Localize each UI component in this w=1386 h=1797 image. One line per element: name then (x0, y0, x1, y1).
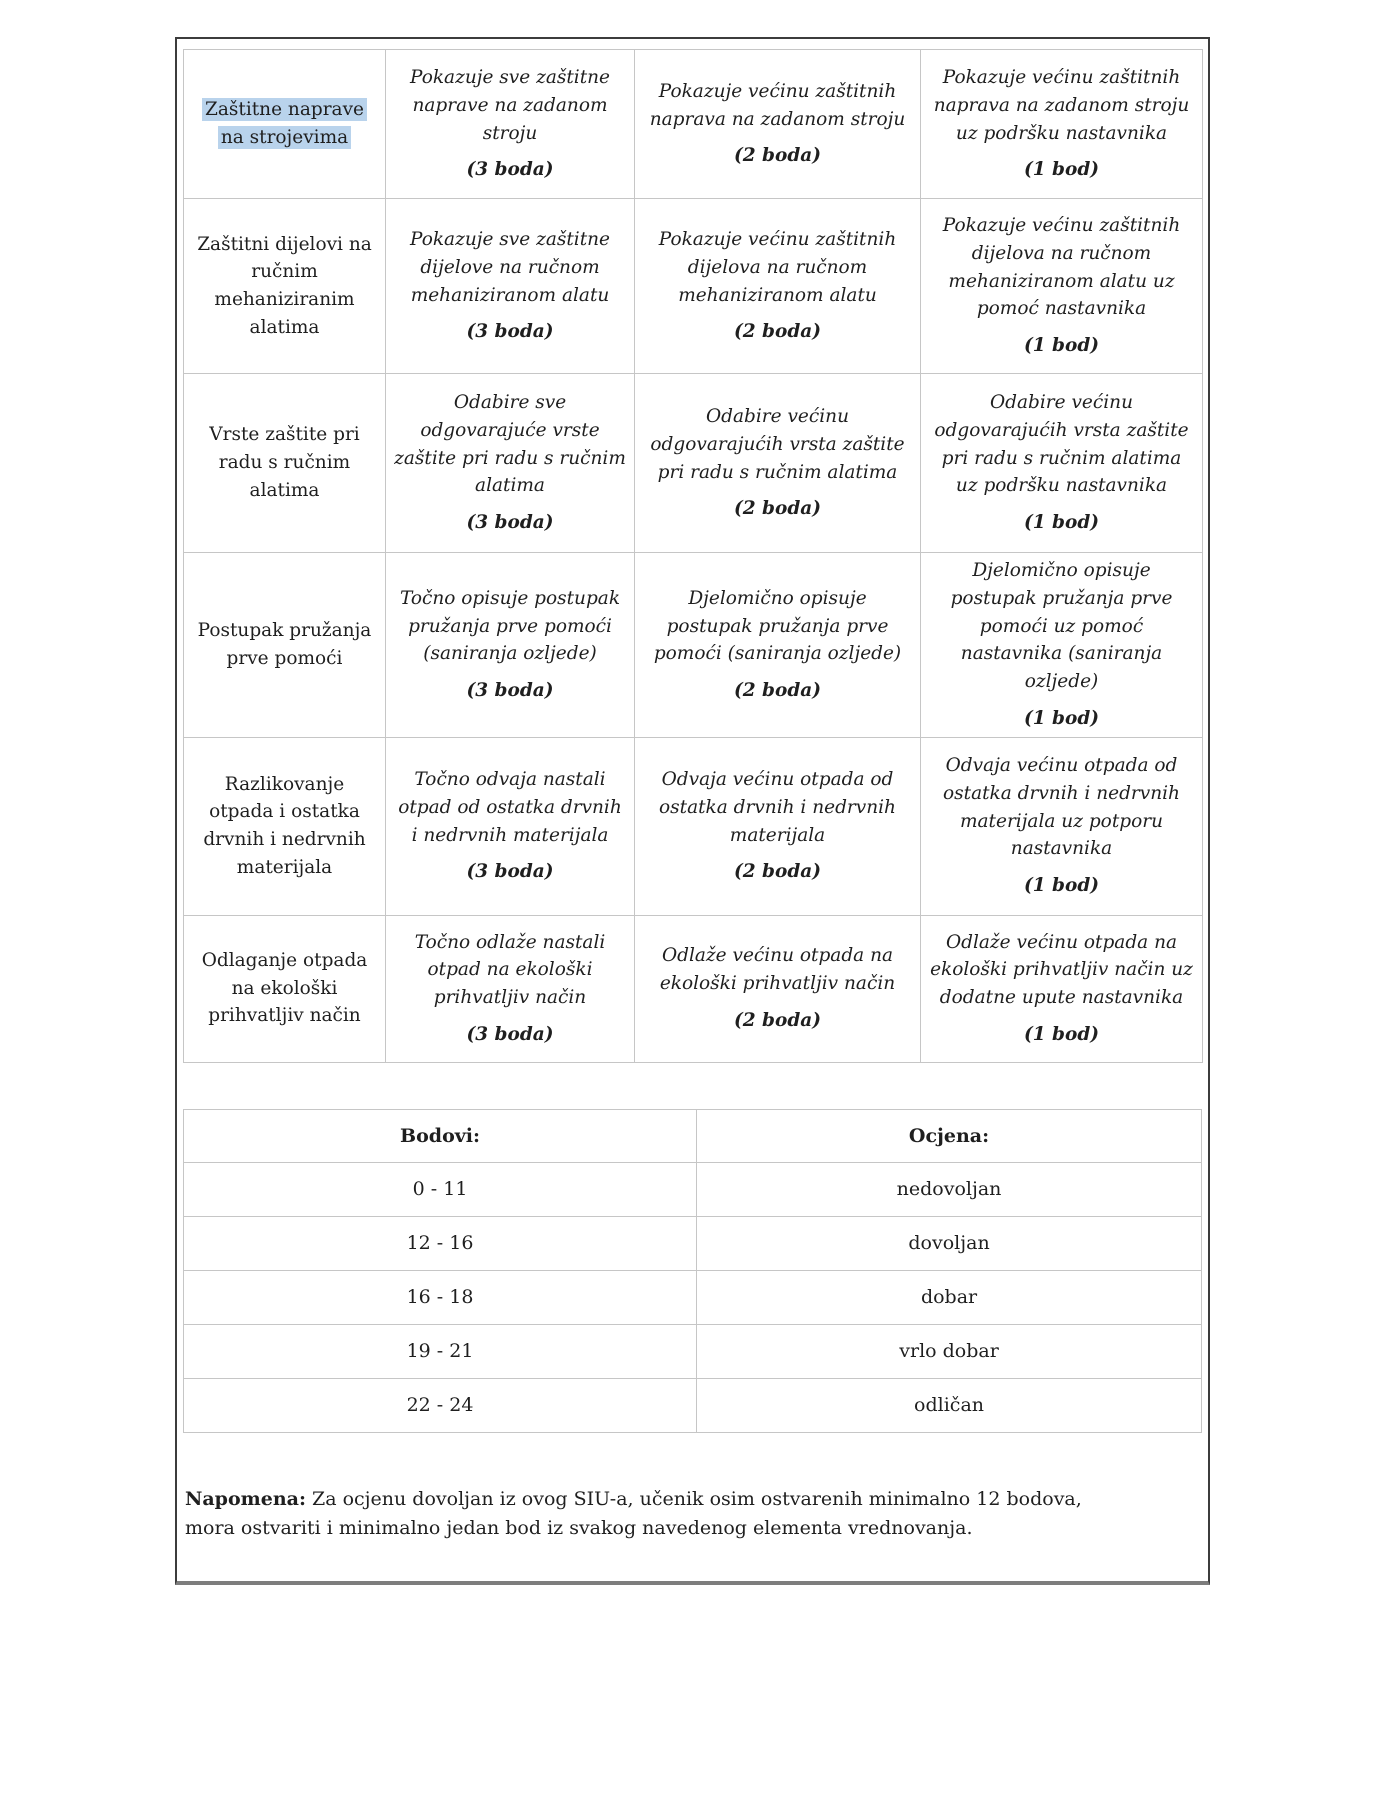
level-cell (386, 374, 635, 553)
level-cell (921, 50, 1203, 199)
level-description: Odabire većinu odgovarajućih vrsta zaštite pri radu s ručnim alatima (650, 406, 905, 483)
level-description: Pokazuje većinu zaštitnih naprava na zadanom stroju (649, 80, 906, 130)
level-cell (635, 374, 921, 553)
level-description: Odabire sve odgovarajuće vrste zaštite pri radu s ručnim alatima (394, 392, 626, 497)
note (185, 1485, 1129, 1544)
level-description: Odvaja većinu otpada od ostatka drvnih i nedrvnih materijala (659, 769, 896, 846)
note-label: Napomena: (185, 1487, 306, 1510)
level-description: Točno odlaže nastali otpad na ekološki prihvatljiv način (414, 931, 606, 1008)
rubric-table (183, 49, 1203, 1063)
grading-table (183, 1109, 1202, 1433)
level-description: Odvaja većinu otpada od ostatka drvnih i nedrvnih materijala uz potporu nastavnika (943, 755, 1180, 860)
level-points: (3 boda) (466, 321, 554, 343)
level-cell (635, 553, 921, 738)
level-points: (1 bod) (1023, 707, 1100, 729)
level-cell (386, 737, 635, 915)
level-points: (2 boda) (733, 1009, 822, 1031)
criterion-text: Zaštitni dijelovi na ručnim mehaniziranim alatima (197, 233, 372, 338)
criterion-text: Vrste zaštite pri radu s ručnim alatima (209, 424, 360, 501)
level-points: (3 boda) (466, 159, 554, 181)
grading-grade-cell: dobar (697, 1270, 1202, 1324)
rubric-row (184, 50, 1203, 199)
level-description: Pokazuje većinu zaštitnih dijelova na ručnom mehaniziranom alatu (658, 229, 897, 306)
level-cell (386, 553, 635, 738)
level-description: Pokazuje većinu zaštitnih dijelova na ručnom mehaniziranom alatu uz pomoć nastavnika (942, 215, 1181, 320)
level-description: Odlaže većinu otpada na ekološki prihvatljiv način uz dodatne upute nastavnika (930, 931, 1193, 1008)
grading-header-grade: Ocjena: (697, 1109, 1202, 1162)
criterion-text: Zaštitne naprave na strojevima (202, 98, 367, 149)
level-cell (921, 374, 1203, 553)
level-points: (1 bod) (1023, 1023, 1100, 1045)
level-description: Pokazuje sve zaštitne dijelove na ručnom mehaniziranom alatu (410, 229, 610, 306)
rubric-row (184, 737, 1203, 915)
grading-points-cell: 0 - 11 (184, 1162, 697, 1216)
level-points: (1 bod) (1023, 159, 1100, 181)
grading-row (184, 1378, 1202, 1432)
document-page (175, 37, 1210, 1585)
level-points: (1 bod) (1023, 335, 1100, 357)
level-points: (1 bod) (1023, 512, 1100, 534)
criterion-cell (184, 199, 386, 374)
grading-row (184, 1162, 1202, 1216)
grading-points-cell: 19 - 21 (184, 1324, 697, 1378)
grading-points-cell: 16 - 18 (184, 1270, 697, 1324)
criterion-cell (184, 553, 386, 738)
grading-header-points: Bodovi: (184, 1109, 697, 1162)
grading-grade-cell: dovoljan (697, 1216, 1202, 1270)
level-cell (635, 915, 921, 1062)
level-points: (2 boda) (733, 861, 822, 883)
grading-table-body (184, 1162, 1202, 1432)
level-points: (3 boda) (466, 680, 554, 701)
grading-grade-cell: vrlo dobar (697, 1324, 1202, 1378)
level-points: (3 boda) (466, 861, 554, 883)
rubric-row (184, 553, 1203, 738)
level-points: (2 boda) (733, 498, 822, 520)
level-description: Pokazuje sve zaštitne naprave na zadanom stroju (410, 67, 610, 144)
rubric-table-body (184, 50, 1203, 1063)
grading-row (184, 1270, 1202, 1324)
level-cell (386, 915, 635, 1062)
rubric-row (184, 374, 1203, 553)
level-description: Djelomično opisuje postupak pružanja prve pomoći (saniranja ozljede) (653, 587, 902, 665)
level-cell (386, 50, 635, 199)
grading-header-row (184, 1109, 1202, 1162)
grading-points-cell: 22 - 24 (184, 1378, 697, 1432)
level-points: (2 boda) (733, 145, 822, 167)
criterion-text: Razlikovanje otpada i ostatka drvnih i nedrvnih materijala (203, 773, 366, 878)
level-cell (386, 199, 635, 374)
level-cell (921, 915, 1203, 1062)
criterion-cell (184, 50, 386, 199)
level-points: (2 boda) (733, 321, 822, 343)
level-cell (921, 737, 1203, 915)
level-description: Točno odvaja nastali otpad od ostatka drvnih i nedrvnih materijala (398, 769, 622, 846)
criterion-cell (184, 374, 386, 553)
grading-points-cell: 12 - 16 (184, 1216, 697, 1270)
level-points: (3 boda) (466, 512, 554, 534)
grading-row (184, 1324, 1202, 1378)
level-description: Odlaže većinu otpada na ekološki prihvatljiv način (659, 945, 896, 995)
grading-grade-cell: odličan (697, 1378, 1202, 1432)
level-cell (635, 737, 921, 915)
rubric-row (184, 199, 1203, 374)
criterion-text: Postupak pružanja prve pomoći (197, 620, 372, 669)
level-description: Odabire većinu odgovarajućih vrsta zaštite pri radu s ručnim alatima uz podršku nastavnika (934, 392, 1189, 497)
level-cell (921, 199, 1203, 374)
level-points: (2 boda) (733, 680, 822, 701)
criterion-cell (184, 915, 386, 1062)
criterion-cell (184, 737, 386, 915)
level-points: (3 boda) (466, 1023, 554, 1045)
criterion-text: Odlaganje otpada na ekološki prihvatljiv način (201, 949, 368, 1027)
rubric-row (184, 915, 1203, 1062)
level-description: Djelomično opisuje postupak pružanja prve pomoći uz pomoć nastavnika (saniranja ozljede) (950, 560, 1173, 692)
note-text: Za ocjenu dovoljan iz ovog SIU-a, učenik osim ostvarenih minimalno 12 bodova, mora ostvariti i minimalno jedan bod iz svakog navedenog elementa vrednovanja. (185, 1487, 1082, 1539)
level-cell (635, 199, 921, 374)
grading-grade-cell: nedovoljan (697, 1162, 1202, 1216)
level-description: Točno opisuje postupak pružanja prve pomoći (saniranja ozljede) (399, 587, 621, 665)
level-cell (921, 553, 1203, 738)
level-description: Pokazuje većinu zaštitnih naprava na zadanom stroju uz podršku nastavnika (933, 67, 1190, 144)
level-points: (1 bod) (1023, 875, 1100, 897)
grading-row (184, 1216, 1202, 1270)
level-cell (635, 50, 921, 199)
